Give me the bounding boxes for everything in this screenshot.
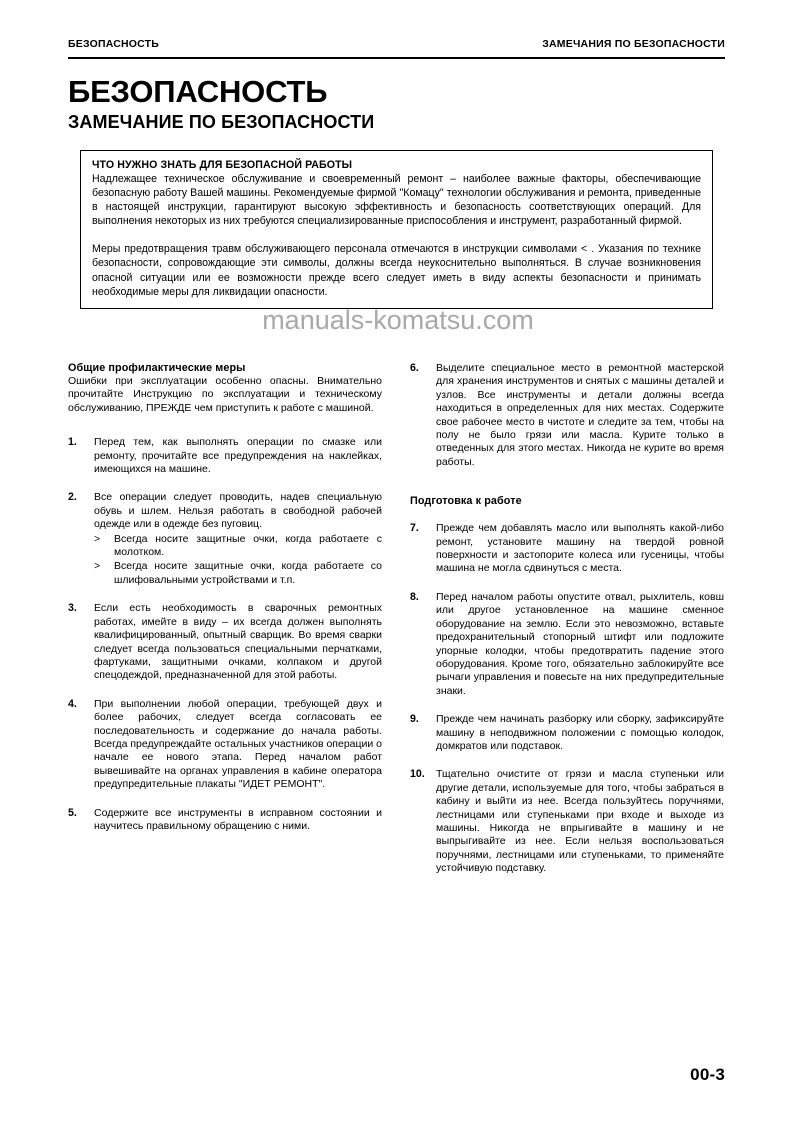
list-item-number: 9. <box>410 713 419 726</box>
list-item-text: Если есть необходимость в сварочных ремонтных работах, имейте в виду – их всегда должен выполнять квалифицированный, опытный сварщик. Во время сварки следует всегда пользоваться специальными перчатками, фартуками, защитными очками, колпаком и другой спецодеждой, предназначенной для этой работы. <box>94 602 382 682</box>
list-item <box>68 436 382 476</box>
right-section-heading: Подготовка к работе <box>410 495 522 508</box>
list-item-text: Выделите специальное место в ремонтной мастерской для хранения инструментов и снятых с машины деталей и узлов. Все инструменты и детали должны всегда находиться в определенных для них местах. Содержите свое рабочее место в чистоте и следите за тем, чтобы на полу не было грязи или масла. Курите только в отведенных для этого местах. Никогда не курите во время работы. <box>436 362 724 468</box>
list-item <box>68 602 382 682</box>
callout-title: ЧТО НУЖНО ЗНАТЬ ДЛЯ БЕЗОПАСНОЙ РАБОТЫ <box>92 159 353 171</box>
page-subtitle: ЗАМЕЧАНИЕ ПО БЕЗОПАСНОСТИ <box>68 111 375 132</box>
list-item <box>68 698 382 792</box>
list-item-text: Перед началом работы опустите отвал, рыхлитель, ковш или другое установленное на машине сменное оборудование на землю. Если это невозможно, вставьте предохранительный стопорный штифт или подложите упорные колодки, чтобы предотвратить падение этого оборудования. Кроме того, обязательно заблокируйте все рычаги управления и повесьте на них предупредительные знаки. <box>436 590 724 697</box>
watermark-text: manuals-komatsu.com <box>262 305 534 335</box>
list-item-text: Прежде чем начинать разборку или сборку, зафиксируйте машину в неподвижном положении с помощью колодок, домкратов или подставок. <box>436 713 724 752</box>
list-item-text: Тщательно очистите от грязи и масла ступеньки или другие детали, используемые для того, чтобы забраться в кабину и выйти из нее. Всегда пользуйтесь поручнями, лестницами или ступеньками при входе и выходе из машины. Никогда не впрыгивайте в машину и не выпрыгивайте из нее. Если нельзя воспользоваться поручнями, лестницами или ступеньками, то применяйте устойчивую подставку. <box>436 768 724 875</box>
list-item-number: 4. <box>68 697 77 710</box>
page-number: 00-3 <box>690 1065 725 1084</box>
list-item <box>410 768 724 875</box>
body-columns <box>68 362 725 876</box>
list-item <box>410 522 724 576</box>
list-item-text: Прежде чем добавлять масло или выполнять какой-либо ремонт, установите машину на твердой ровной поверхности и застопорите колеса или гусеницы, чтобы машина не могла сдвинуться с места. <box>436 522 724 575</box>
running-header <box>68 38 725 50</box>
left-lead-paragraph: Ошибки при эксплуатации особенно опасны. Внимательно прочитайте Инструкцию по эксплуатации и техническому обслуживанию, ПРЕЖДЕ чем приступить к работе с машиной. <box>68 375 382 414</box>
list-item-number: 8. <box>410 590 419 603</box>
callout-box <box>80 150 713 309</box>
list-item <box>68 807 382 834</box>
callout-paragraph-2: Меры предотвращения травм обслуживающего персонала отмечаются в инструкции символами < . Указания по технике безопасности, сопровождающие эти символы, должны всегда неукоснительно выполняться. В случае возникновения опасной ситуации или ее возможности прежде всего следует иметь в виду аспекты безопасности и принимать необходимые меры для ликвидации опасности. <box>92 243 701 298</box>
header-rule <box>68 57 725 59</box>
header-left-text: БЕЗОПАСНОСТЬ <box>68 38 160 50</box>
list-item <box>410 591 724 698</box>
list-item <box>410 713 724 753</box>
list-item-number: 10. <box>410 768 425 781</box>
list-item-number: 2. <box>68 491 77 504</box>
sub-list-item <box>94 560 382 587</box>
title-block <box>68 76 725 132</box>
list-item-number: 5. <box>68 806 77 819</box>
list-item-text: Все операции следует проводить, надев специальную обувь и шлем. Нельзя работать в свободной рабочей одежде или в одежде без пуговиц. <box>94 491 382 531</box>
list-item-number: 3. <box>68 602 77 615</box>
page-title: БЕЗОПАСНОСТЬ <box>68 74 328 109</box>
list-item-number: 1. <box>68 436 77 449</box>
list-item <box>68 491 382 587</box>
list-item <box>410 362 724 469</box>
list-item-text: Содержите все инструменты в исправном состоянии и научитесь правильному обращению с ними. <box>94 806 382 832</box>
sub-list-item <box>94 533 382 560</box>
header-right-text: ЗАМЕЧАНИЯ ПО БЕЗОПАСНОСТИ <box>542 38 725 50</box>
list-item-text: При выполнении любой операции, требующей двух и более рабочих, следует всегда согласовать ее последовательность и содержание до начала работы. Всегда предупреждайте остальных участников операции о начале ее нового этапа. Перед началом работ вывешивайте на органах управления в кабине оператора предупредительные плакаты "ИДЕТ РЕМОНТ". <box>94 697 383 791</box>
right-column <box>410 362 724 876</box>
sub-list-item-text: Всегда носите защитные очки, когда работаете со шлифовальными устройствами и т.п. <box>114 560 382 586</box>
list-item-text: Перед тем, как выполнять операции по смазке или ремонту, прочитайте все предупреждения на наклейках, имеющихся на машине. <box>94 436 382 476</box>
sub-bullet-marker: > <box>94 532 101 545</box>
list-item-number: 7. <box>410 522 419 535</box>
callout-paragraph-1: Надлежащее техническое обслуживание и своевременный ремонт – наиболее важные факторы, обеспечивающие безопасную работу Вашей машины. Рекомендуемые фирмой "Комацу" технологии обслуживания и ремонта, приведенные в настоящей инструкции, гарантируют высокую эффективность и безопасность соответствующих операций. Для выполнения некоторых из них требуются специализированные приспособления и инструмент, разработанный фирмой. <box>92 173 701 228</box>
sub-list-item-text: Всегда носите защитные очки, когда работаете с молотком. <box>114 532 382 559</box>
list-item-number: 6. <box>410 362 419 374</box>
sub-bullet-marker: > <box>94 560 101 573</box>
left-section-heading: Общие профилактические меры <box>68 362 246 374</box>
left-column <box>68 362 382 876</box>
